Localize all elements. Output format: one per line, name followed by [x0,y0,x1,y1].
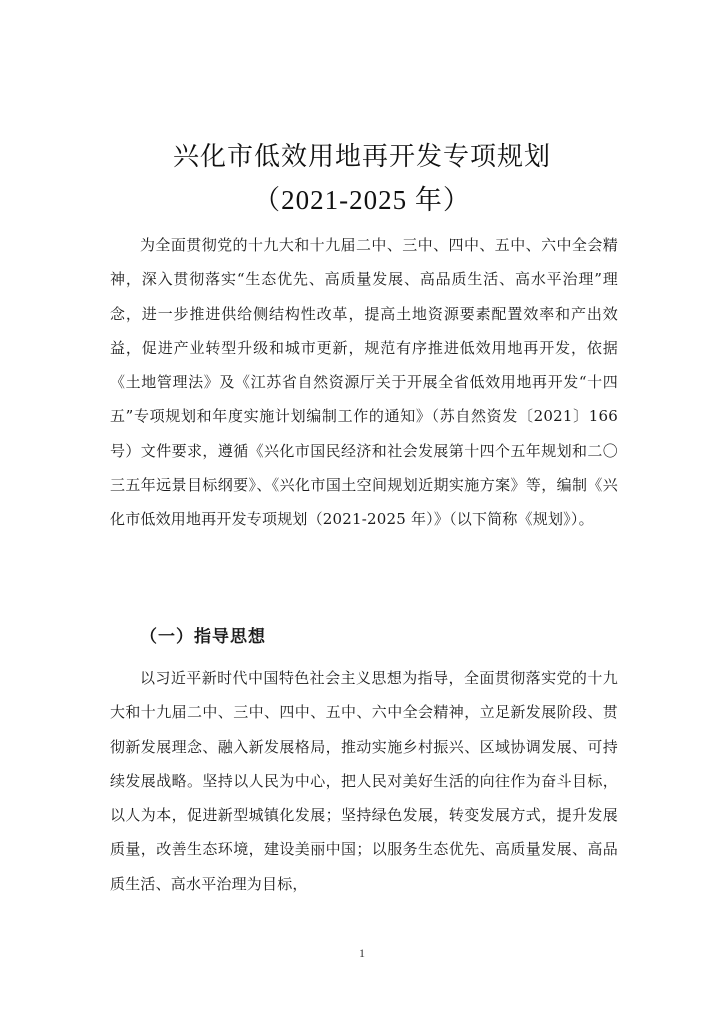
document-title: 兴化市低效用地再开发专项规划 [172,142,551,172]
intro-block [110,228,618,537]
section-block [110,661,618,901]
intro-paragraph: 为全面贯彻党的十九大和十九届二中、三中、四中、五中、六中全会精神，深入贯彻落实“生态优先、高质量发展、高品质生活、高水平治理”理念，进一步推进供给侧结构性改革，提高土地资源要素配置效率和产出效益，促进产业转型升级和城市更新，规范有序推进低效用地再开发，依据《土地管理法》及《江苏省自然资源厅关于开展全省低效用地再开发“十四五”专项规划和年度实施计划编制工作的通知》（苏自然资发〔2021〕166 号）文件要求，遵循《兴化市国民经济和社会发展第十四个五年规划和二〇三五年远景目标纲要》、《兴化市国土空间规划近期实施方案》等，编制《兴化市低效用地再开发专项规划（2021-2025 年）》（以下简称《规划》）。 [110,236,618,529]
section-paragraph: 以习近平新时代中国特色社会主义思想为指导，全面贯彻落实党的十九大和十九届二中、三中、四中、五中、六中全会精神，立足新发展阶段、贯彻新发展理念、融入新发展格局，推动实施乡村振兴、区域协调发展、可持续发展战略。坚持以人民为中心，把人民对美好生活的向往作为奋斗目标，以人为本，促进新型城镇化发展；坚持绿色发展，转变发展方式，提升发展质量，改善生态环境，建设美丽中国；以服务生态优先、高质量发展、高品质生活、高水平治理为目标， [110,669,618,893]
document-subtitle: （2021-2025 年） [253,185,471,215]
page-number: 1 [359,946,365,960]
section-heading: （一）指导思想 [140,627,266,647]
